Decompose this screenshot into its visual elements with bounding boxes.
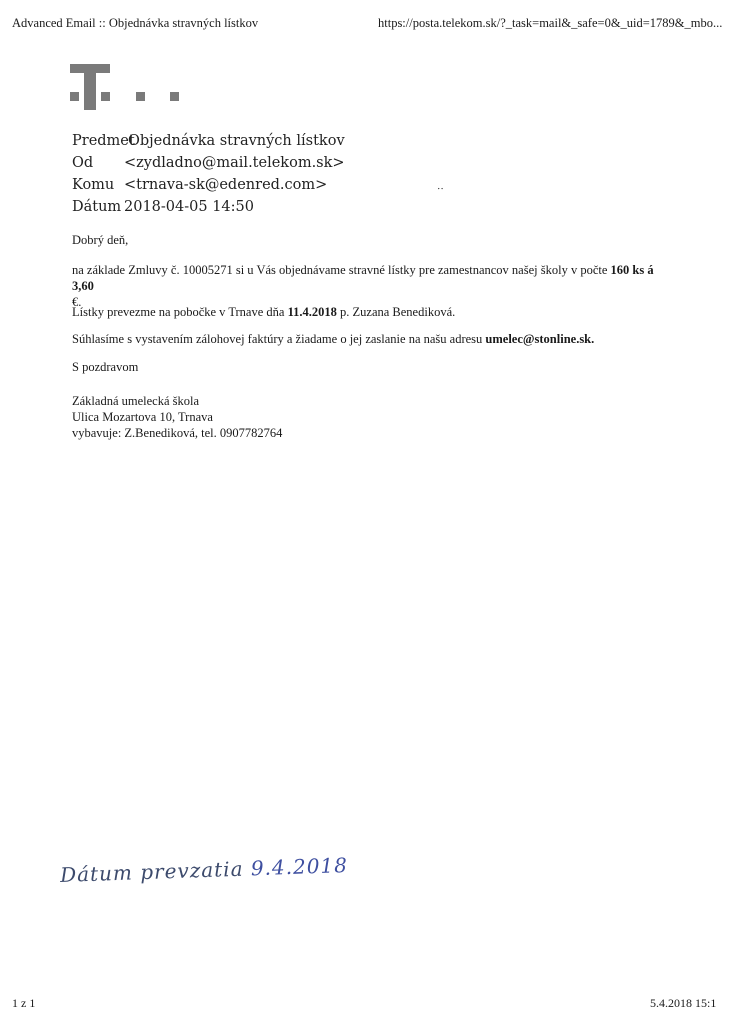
print-timestamp: 5.4.2018 15:1 (650, 996, 717, 1010)
pickup-person: p. Zuzana Benediková. (336, 305, 456, 319)
paragraph-order-text: na základe Zmluvy č. 10005271 si u Vás objednávame stravné lístky pre zamestnancov našej školy v počte (72, 263, 611, 277)
page-header-title: Advanced Email :: Objednávka stravných lístkov (12, 16, 259, 30)
subject-value: Objednávka stravných lístkov (128, 133, 345, 149)
handwritten-words: Dátum prevzatia (59, 856, 244, 888)
date-label: Dátum (72, 199, 122, 215)
from-label: Od (72, 155, 94, 171)
handwritten-date: 9.4.2018 (250, 852, 349, 881)
signature-line-1: Základná umelecká škola (72, 394, 200, 408)
page-header-url: https://posta.telekom.sk/?_task=mail&_safe=0&_uid=1789&_mbo... (378, 16, 723, 30)
page-count: 1 z 1 (12, 996, 36, 1010)
greeting: Dobrý deň, (72, 233, 129, 247)
to-value: <trnava-sk@edenred.com> (124, 177, 328, 193)
paragraph-invoice (72, 331, 672, 347)
scan-speck: ⋅⋅ (437, 184, 444, 195)
telekom-logo-icon (70, 64, 190, 110)
signature-line-3: vybavuje: Z.Benediková, tel. 0907782764 (72, 426, 283, 440)
paragraph-pickup (72, 304, 672, 320)
paragraph-invoice-text: Súhlasíme s vystavením zálohovej faktúry a žiadame o jej zaslanie na našu adresu (72, 332, 486, 346)
paragraph-pickup-text: Lístky prevezme na pobočke v Trnave dňa (72, 305, 288, 319)
signature-line-2: Ulica Mozartova 10, Trnava (72, 410, 213, 424)
invoice-email: umelec@stonline.sk. (485, 332, 595, 346)
quantity-price: 160 ks á 3,60 (72, 263, 654, 293)
handwritten-note (60, 853, 349, 887)
paragraph-order (72, 262, 672, 310)
currency-symbol: €. (72, 295, 82, 309)
closing: S pozdravom (72, 360, 139, 374)
to-label: Komu (72, 177, 115, 193)
subject-label: Predmet (72, 133, 135, 149)
pickup-date: 11.4.2018 (287, 305, 337, 319)
date-value: 2018-04-05 14:50 (124, 199, 254, 215)
from-value: <zydladno@mail.telekom.sk> (124, 155, 345, 171)
